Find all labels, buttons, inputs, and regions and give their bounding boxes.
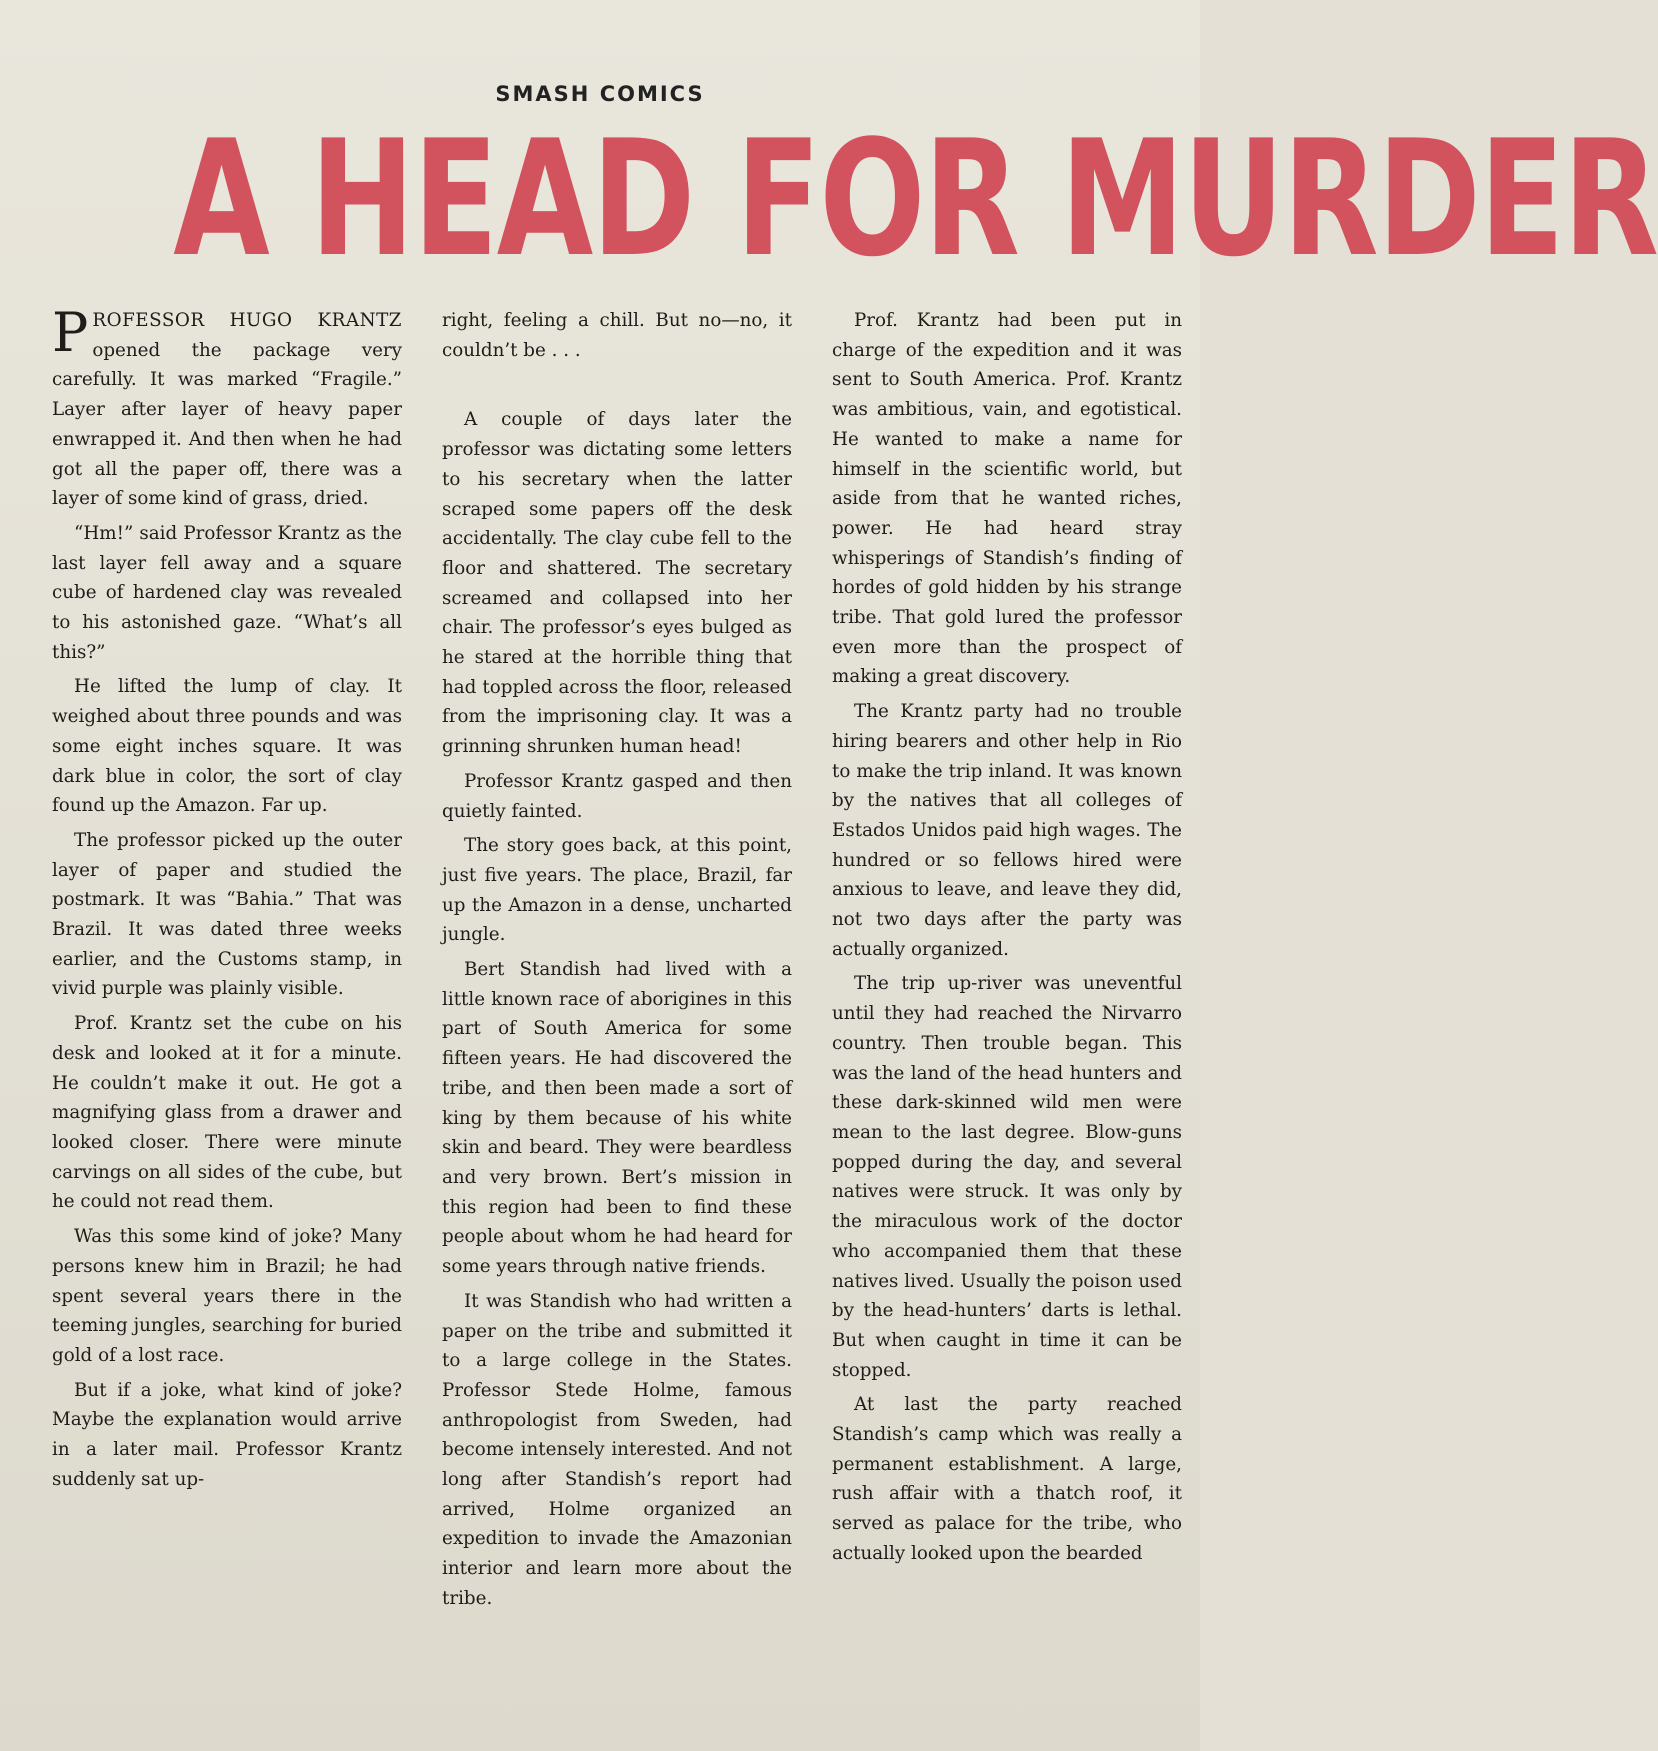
paragraph: Professor Krantz gasped and then quietly fainted.	[442, 770, 792, 822]
paragraph: opened the package very carefully. It was marked “Fragile.” Layer after layer of heavy paper enwrapped it. And then when he had got all the paper off, there was a layer of some kind of grass, dried.	[52, 339, 402, 510]
opening-paragraph	[52, 301, 402, 514]
story-columns	[52, 301, 1182, 1619]
paragraph: But if a joke, what kind of joke? Maybe the explanation would arrive in a later mail. Professor Krantz suddenly sat up-	[52, 1379, 402, 1490]
masthead: SMASH COMICS	[495, 82, 705, 106]
paragraph: right, feeling a chill. But no—no, it couldn’t be . . .	[442, 310, 792, 361]
paragraph: A couple of days later the professor was dictating some letters to his secretary when the latter scraped some papers off the desk accidentally. The clay cube fell to the floor and shattered. The secretary screamed and collapsed into her chair. The professor’s eyes bulged as he stared at the horrible thing that had toppled across the floor, released from the imprisoning clay. It was a grinning shrunken human head!	[442, 409, 792, 758]
paragraph: Prof. Krantz set the cube on his desk and looked at it for a minute. He couldn’t make it out. He got a magnifying glass from a drawer and looked closer. There were minute carvings on all sides of the cube, but he could not read them.	[52, 1013, 402, 1213]
paragraph: The story goes back, at this point, just five years. The place, Brazil, far up the Amazon in a dense, uncharted jungle.	[442, 835, 792, 946]
paragraph: Was this some kind of joke? Many persons knew him in Brazil; he had spent several years there in the teeming jungles, searching for buried gold of a lost race.	[52, 1226, 402, 1366]
column-3	[832, 306, 1182, 1619]
paragraph: It was Standish who had written a paper on the tribe and submitted it to a large college in the States. Professor Stede Holme, famous anthropologist from Sweden, had become intensely interested. And not long after Standish’s report had arrived, Holme organized an expedition to invade the Amazonian interior and learn more about the tribe.	[442, 1290, 792, 1609]
story-title: A HEAD FOR MURDER	[173, 105, 1658, 292]
column-2	[442, 306, 792, 1619]
column-1	[52, 301, 402, 1619]
paragraph: Prof. Krantz had been put in charge of the expedition and it was sent to South America. Prof. Krantz was ambitious, vain, and egotistical. He wanted to make a name for himself in the scientific world, but aside from that he wanted riches, power. He had heard stray whisperings of Standish’s finding of hordes of gold hidden by his strange tribe. That gold lured the professor even more than the prospect of making a great discovery.	[832, 310, 1182, 688]
paragraph: At last the party reached Standish’s camp which was really a permanent establishment. A large, rush affair with a thatch roof, it served as palace for the tribe, who actually looked upon the bearded	[832, 1394, 1182, 1564]
drop-cap: P	[52, 301, 89, 364]
paragraph: “Hm!” said Professor Krantz as the last layer fell away and a square cube of hardened clay was revealed to his astonished gaze. “What’s all this?”	[52, 522, 402, 663]
paragraph: Bert Standish had lived with a little known race of aborigines in this part of South America for some fifteen years. He had discovered the tribe, and then been made a sort of king by them because of his white skin and beard. They were beardless and very brown. Bert’s mission in this region had been to find these people about whom he had heard for some years through native friends.	[442, 959, 792, 1278]
paragraph: The trip up-river was uneventful until they had reached the Nirvarro country. Then trouble began. This was the land of the head hunters and these dark-skinned wild men were mean to the last degree. Blow-guns popped during the day, and several natives were struck. It was only by the miraculous work of the doctor who accompanied them that these natives lived. Usually the poison used by the head-hunters’ darts is lethal. But when caught in time it can be stopped.	[832, 973, 1182, 1381]
opening-words: ROFESSOR HUGO KRANTZ	[92, 310, 402, 331]
paragraph: The Krantz party had no trouble hiring bearers and other help in Rio to make the trip inland. It was known by the natives that all colleges of Estados Unidos paid high wages. The hundred or so fellows hired were anxious to leave, and leave they did, not two days after the party was actually organized.	[832, 701, 1182, 960]
paragraph: The professor picked up the outer layer of paper and studied the postmark. It was “Bahia.” That was Brazil. It was dated three weeks earlier, and the Customs stamp, in vivid purple was plainly visible.	[52, 829, 402, 1000]
paragraph: He lifted the lump of clay. It weighed about three pounds and was some eight inches square. It was dark blue in color, the sort of clay found up the Amazon. Far up.	[52, 676, 402, 817]
